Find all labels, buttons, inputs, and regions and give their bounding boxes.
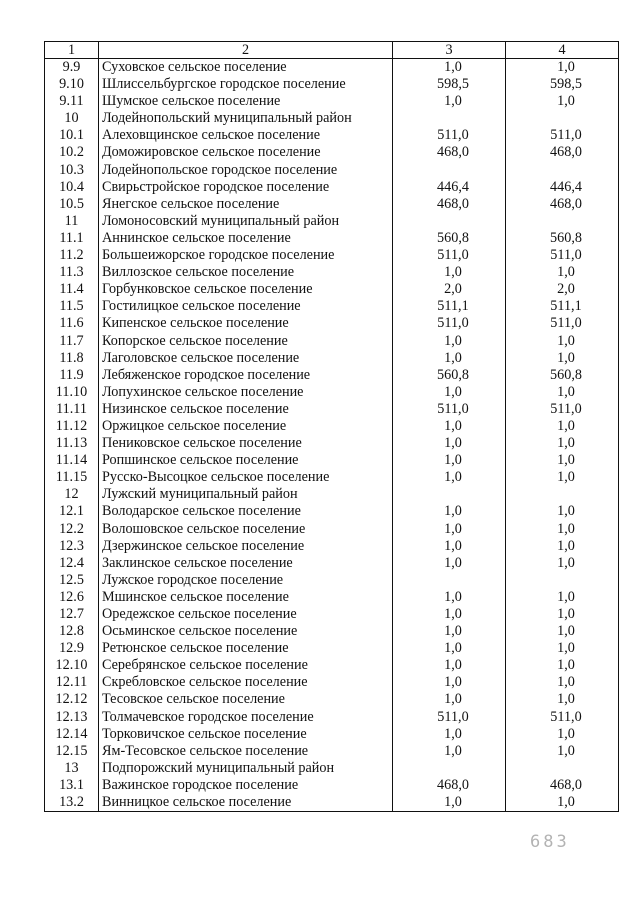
- table-row: [45, 384, 619, 401]
- row-number: 10: [45, 110, 99, 127]
- table-row: [45, 469, 619, 486]
- table-row: [45, 555, 619, 572]
- value-col-3: 1,0: [393, 538, 506, 555]
- settlement-name: Толмачевское городское поселение: [99, 709, 393, 726]
- table-header: [45, 42, 619, 59]
- table-row: [45, 110, 619, 127]
- row-number: 11.10: [45, 384, 99, 401]
- value-col-3: 511,0: [393, 401, 506, 418]
- value-col-3: [393, 213, 506, 230]
- row-number: 13.2: [45, 794, 99, 812]
- settlement-name: Волошовское сельское поселение: [99, 521, 393, 538]
- table-row: [45, 196, 619, 213]
- settlement-name: Мшинское сельское поселение: [99, 589, 393, 606]
- value-col-4: 511,0: [506, 315, 619, 332]
- table-row: [45, 777, 619, 794]
- value-col-4: 2,0: [506, 281, 619, 298]
- value-col-4: 1,0: [506, 640, 619, 657]
- table-row: [45, 179, 619, 196]
- settlement-name: Скребловское сельское поселение: [99, 674, 393, 691]
- row-number: 9.11: [45, 93, 99, 110]
- settlement-name: Янегское сельское поселение: [99, 196, 393, 213]
- value-col-3: 511,1: [393, 298, 506, 315]
- row-number: 12.2: [45, 521, 99, 538]
- row-number: 12.10: [45, 657, 99, 674]
- row-number: 11.6: [45, 315, 99, 332]
- settlement-name: Пениковское сельское поселение: [99, 435, 393, 452]
- table-row: [45, 538, 619, 555]
- value-col-3: 1,0: [393, 794, 506, 812]
- table-row: [45, 760, 619, 777]
- settlement-name: Лодейнопольский муниципальный район: [99, 110, 393, 127]
- table-row: [45, 367, 619, 384]
- value-col-3: 446,4: [393, 179, 506, 196]
- value-col-4: 1,0: [506, 521, 619, 538]
- value-col-4: 511,0: [506, 401, 619, 418]
- table-row: [45, 521, 619, 538]
- table-row: [45, 709, 619, 726]
- value-col-4: [506, 213, 619, 230]
- table-row: [45, 623, 619, 640]
- value-col-3: 1,0: [393, 435, 506, 452]
- settlement-name: Лебяженское городское поселение: [99, 367, 393, 384]
- value-col-4: 1,0: [506, 674, 619, 691]
- value-col-3: 1,0: [393, 555, 506, 572]
- row-number: 11.15: [45, 469, 99, 486]
- value-col-4: 1,0: [506, 418, 619, 435]
- value-col-4: 468,0: [506, 777, 619, 794]
- table-row: [45, 503, 619, 520]
- table-row: [45, 213, 619, 230]
- value-col-3: 1,0: [393, 606, 506, 623]
- row-number: 12.12: [45, 691, 99, 708]
- table-row: [45, 486, 619, 503]
- value-col-3: 1,0: [393, 418, 506, 435]
- value-col-3: 468,0: [393, 144, 506, 161]
- value-col-4: [506, 572, 619, 589]
- table-row: [45, 794, 619, 812]
- table-row: [45, 333, 619, 350]
- table-row: [45, 435, 619, 452]
- value-col-4: 468,0: [506, 144, 619, 161]
- row-number: 12.9: [45, 640, 99, 657]
- table-row: [45, 93, 619, 110]
- table-row: [45, 606, 619, 623]
- header-col-3: 3: [393, 42, 506, 59]
- value-col-4: 1,0: [506, 657, 619, 674]
- value-col-4: 1,0: [506, 726, 619, 743]
- settlement-name: Заклинское сельское поселение: [99, 555, 393, 572]
- row-number: 11.8: [45, 350, 99, 367]
- value-col-4: 1,0: [506, 384, 619, 401]
- settlement-name: Кипенское сельское поселение: [99, 315, 393, 332]
- settlement-name: Ломоносовский муниципальный район: [99, 213, 393, 230]
- settlement-name: Гостилицкое сельское поселение: [99, 298, 393, 315]
- row-number: 11.7: [45, 333, 99, 350]
- table-row: [45, 452, 619, 469]
- value-col-3: [393, 486, 506, 503]
- settlement-name: Большеижорское городское поселение: [99, 247, 393, 264]
- value-col-4: 560,8: [506, 367, 619, 384]
- settlement-name: Виллозское сельское поселение: [99, 264, 393, 281]
- settlement-name: Ретюнское сельское поселение: [99, 640, 393, 657]
- value-col-3: [393, 572, 506, 589]
- value-col-3: 598,5: [393, 76, 506, 93]
- row-number: 11.1: [45, 230, 99, 247]
- value-col-3: 1,0: [393, 623, 506, 640]
- value-col-3: 511,0: [393, 247, 506, 264]
- table-body: [45, 59, 619, 812]
- table-row: [45, 127, 619, 144]
- settlement-name: Подпорожский муниципальный район: [99, 760, 393, 777]
- value-col-4: 598,5: [506, 76, 619, 93]
- row-number: 12.13: [45, 709, 99, 726]
- table-row: [45, 247, 619, 264]
- value-col-4: 1,0: [506, 350, 619, 367]
- value-col-4: 1,0: [506, 743, 619, 760]
- value-col-3: 560,8: [393, 230, 506, 247]
- value-col-3: 468,0: [393, 777, 506, 794]
- value-col-3: 1,0: [393, 674, 506, 691]
- table-row: [45, 264, 619, 281]
- settlement-name: Важинское городское поселение: [99, 777, 393, 794]
- table-row: [45, 281, 619, 298]
- value-col-3: [393, 110, 506, 127]
- settlement-name: Винницкое сельское поселение: [99, 794, 393, 812]
- value-col-4: [506, 760, 619, 777]
- value-col-3: 1,0: [393, 503, 506, 520]
- table-row: [45, 230, 619, 247]
- value-col-3: 1,0: [393, 521, 506, 538]
- table-row: [45, 726, 619, 743]
- value-col-3: 1,0: [393, 264, 506, 281]
- settlement-name: Ям-Тесовское сельское поселение: [99, 743, 393, 760]
- table-row: [45, 657, 619, 674]
- row-number: 10.4: [45, 179, 99, 196]
- row-number: 13.1: [45, 777, 99, 794]
- row-number: 12.5: [45, 572, 99, 589]
- value-col-4: 1,0: [506, 794, 619, 812]
- table-row: [45, 418, 619, 435]
- row-number: 11.14: [45, 452, 99, 469]
- table-row: [45, 589, 619, 606]
- settlement-name: Свирьстройское городское поселение: [99, 179, 393, 196]
- settlement-name: Низинское сельское поселение: [99, 401, 393, 418]
- value-col-3: 1,0: [393, 93, 506, 110]
- value-col-3: 1,0: [393, 59, 506, 77]
- row-number: 11.3: [45, 264, 99, 281]
- settlement-name: Русско-Высоцкое сельское поселение: [99, 469, 393, 486]
- table-row: [45, 401, 619, 418]
- table-row: [45, 743, 619, 760]
- value-col-4: 1,0: [506, 589, 619, 606]
- page-number-stamp: 683: [530, 832, 570, 852]
- value-col-3: 1,0: [393, 452, 506, 469]
- row-number: 13: [45, 760, 99, 777]
- value-col-4: 1,0: [506, 93, 619, 110]
- settlement-name: Дзержинское сельское поселение: [99, 538, 393, 555]
- settlement-name: Шлиссельбургское городское поселение: [99, 76, 393, 93]
- row-number: 10.3: [45, 162, 99, 179]
- value-col-4: 1,0: [506, 691, 619, 708]
- value-col-4: 1,0: [506, 555, 619, 572]
- value-col-3: 1,0: [393, 726, 506, 743]
- header-col-1: 1: [45, 42, 99, 59]
- row-number: 11.13: [45, 435, 99, 452]
- row-number: 12.1: [45, 503, 99, 520]
- value-col-4: 1,0: [506, 435, 619, 452]
- row-number: 12.8: [45, 623, 99, 640]
- value-col-4: 560,8: [506, 230, 619, 247]
- settlement-name: Шумское сельское поселение: [99, 93, 393, 110]
- value-col-4: 511,0: [506, 127, 619, 144]
- settlement-name: Алеховщинское сельское поселение: [99, 127, 393, 144]
- value-col-4: 1,0: [506, 623, 619, 640]
- value-col-4: [506, 162, 619, 179]
- row-number: 12.7: [45, 606, 99, 623]
- settlement-name: Горбунковское сельское поселение: [99, 281, 393, 298]
- row-number: 11: [45, 213, 99, 230]
- value-col-3: 468,0: [393, 196, 506, 213]
- row-number: 11.12: [45, 418, 99, 435]
- row-number: 12.4: [45, 555, 99, 572]
- table-row: [45, 162, 619, 179]
- value-col-4: 1,0: [506, 333, 619, 350]
- value-col-3: 1,0: [393, 743, 506, 760]
- table-row: [45, 144, 619, 161]
- settlement-name: Оржицкое сельское поселение: [99, 418, 393, 435]
- settlement-name: Лаголовское сельское поселение: [99, 350, 393, 367]
- value-col-4: 511,0: [506, 247, 619, 264]
- value-col-4: 1,0: [506, 606, 619, 623]
- value-col-3: 511,0: [393, 709, 506, 726]
- row-number: 10.1: [45, 127, 99, 144]
- value-col-4: 1,0: [506, 452, 619, 469]
- table-row: [45, 674, 619, 691]
- settlement-name: Лопухинское сельское поселение: [99, 384, 393, 401]
- value-col-3: 1,0: [393, 350, 506, 367]
- value-col-3: 1,0: [393, 589, 506, 606]
- settlement-name: Володарское сельское поселение: [99, 503, 393, 520]
- value-col-4: 1,0: [506, 538, 619, 555]
- row-number: 9.10: [45, 76, 99, 93]
- table-row: [45, 59, 619, 77]
- value-col-4: 468,0: [506, 196, 619, 213]
- row-number: 10.2: [45, 144, 99, 161]
- settlement-name: Копорское сельское поселение: [99, 333, 393, 350]
- row-number: 11.2: [45, 247, 99, 264]
- settlement-name: Серебрянское сельское поселение: [99, 657, 393, 674]
- settlement-name: Лужское городское поселение: [99, 572, 393, 589]
- settlement-name: Ропшинское сельское поселение: [99, 452, 393, 469]
- row-number: 9.9: [45, 59, 99, 77]
- row-number: 12.11: [45, 674, 99, 691]
- row-number: 11.11: [45, 401, 99, 418]
- settlement-name: Осьминское сельское поселение: [99, 623, 393, 640]
- row-number: 12.15: [45, 743, 99, 760]
- table-row: [45, 315, 619, 332]
- value-col-3: 560,8: [393, 367, 506, 384]
- settlement-name: Лужский муниципальный район: [99, 486, 393, 503]
- value-col-4: 511,0: [506, 709, 619, 726]
- value-col-4: [506, 486, 619, 503]
- settlement-name: Лодейнопольское городское поселение: [99, 162, 393, 179]
- header-col-2: 2: [99, 42, 393, 59]
- row-number: 10.5: [45, 196, 99, 213]
- value-col-3: 1,0: [393, 333, 506, 350]
- value-col-3: 1,0: [393, 469, 506, 486]
- allocation-table: [44, 41, 619, 812]
- value-col-4: 1,0: [506, 503, 619, 520]
- table-row: [45, 691, 619, 708]
- value-col-3: 2,0: [393, 281, 506, 298]
- row-number: 12.3: [45, 538, 99, 555]
- row-number: 11.9: [45, 367, 99, 384]
- table-row: [45, 572, 619, 589]
- table-row: [45, 350, 619, 367]
- value-col-3: [393, 760, 506, 777]
- row-number: 11.5: [45, 298, 99, 315]
- value-col-4: 1,0: [506, 264, 619, 281]
- value-col-4: 1,0: [506, 59, 619, 77]
- value-col-3: 511,0: [393, 315, 506, 332]
- table-row: [45, 640, 619, 657]
- settlement-name: Аннинское сельское поселение: [99, 230, 393, 247]
- settlement-name: Доможировское сельское поселение: [99, 144, 393, 161]
- value-col-3: [393, 162, 506, 179]
- table-row: [45, 298, 619, 315]
- settlement-name: Суховское сельское поселение: [99, 59, 393, 77]
- value-col-4: 511,1: [506, 298, 619, 315]
- row-number: 11.4: [45, 281, 99, 298]
- row-number: 12: [45, 486, 99, 503]
- value-col-3: 511,0: [393, 127, 506, 144]
- value-col-3: 1,0: [393, 384, 506, 401]
- settlement-name: Тесовское сельское поселение: [99, 691, 393, 708]
- value-col-3: 1,0: [393, 691, 506, 708]
- table-row: [45, 76, 619, 93]
- value-col-4: [506, 110, 619, 127]
- value-col-4: 446,4: [506, 179, 619, 196]
- value-col-4: 1,0: [506, 469, 619, 486]
- value-col-3: 1,0: [393, 640, 506, 657]
- row-number: 12.6: [45, 589, 99, 606]
- value-col-3: 1,0: [393, 657, 506, 674]
- header-col-4: 4: [506, 42, 619, 59]
- header-row: [45, 42, 619, 59]
- row-number: 12.14: [45, 726, 99, 743]
- settlement-name: Торковичское сельское поселение: [99, 726, 393, 743]
- settlement-name: Оредежское сельское поселение: [99, 606, 393, 623]
